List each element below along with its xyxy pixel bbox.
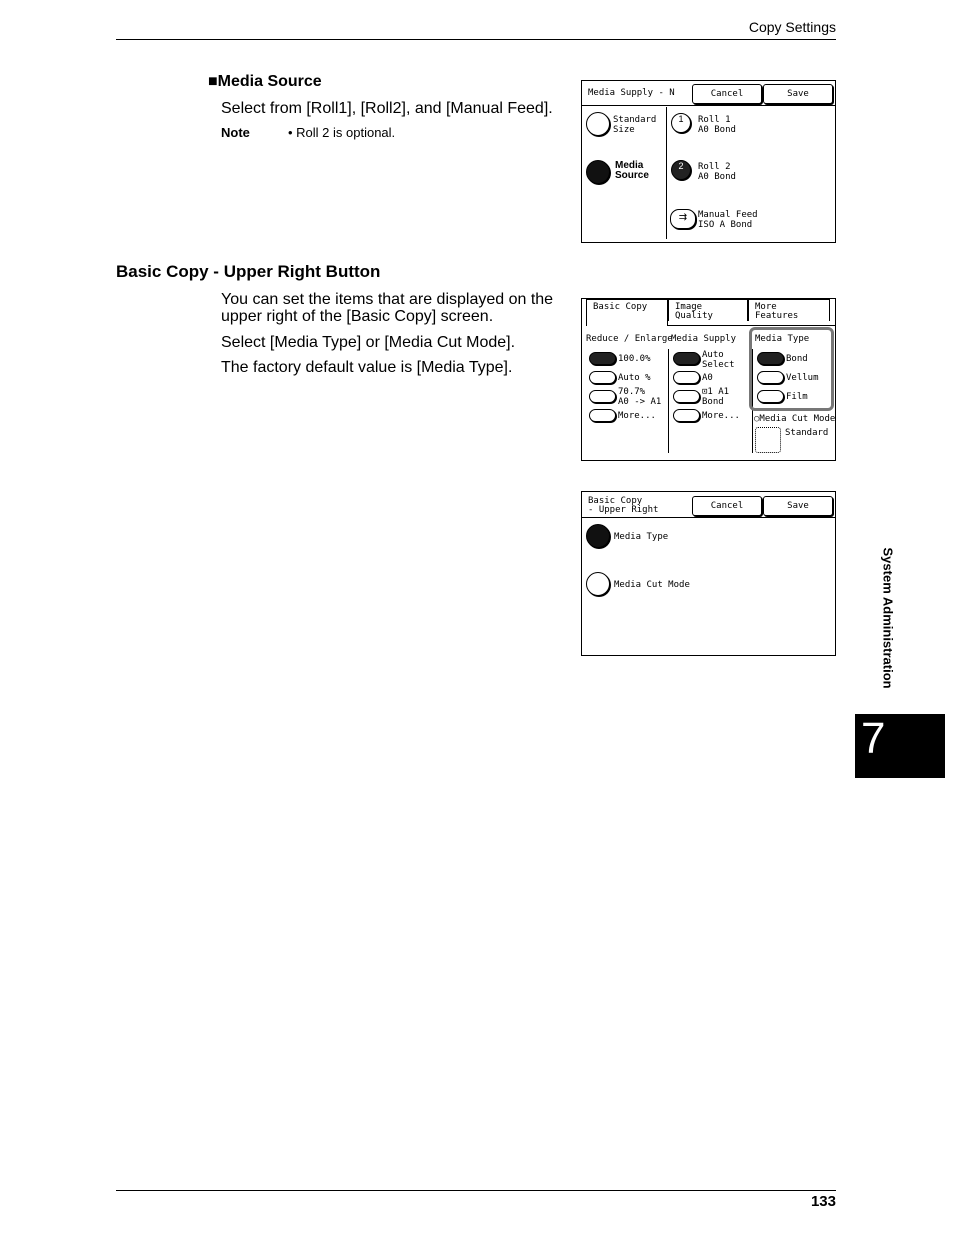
title-divider bbox=[582, 105, 836, 106]
col1-divider bbox=[668, 349, 669, 453]
reduce-70-pill[interactable] bbox=[589, 390, 616, 403]
upper-right-screen bbox=[581, 491, 836, 656]
media-supply-screen bbox=[581, 80, 836, 243]
media-cut-mode-radio[interactable] bbox=[586, 572, 610, 596]
running-header: Copy Settings bbox=[748, 19, 836, 35]
roll1-number: 1 bbox=[678, 114, 684, 124]
chapter-title: System Administration bbox=[880, 547, 896, 689]
roll2-label: Roll 2 A0 Bond bbox=[698, 162, 736, 182]
basic-copy-heading: Basic Copy - Upper Right Button bbox=[116, 262, 381, 281]
roll2-icon[interactable] bbox=[671, 160, 691, 180]
media-source-label: Media Source bbox=[615, 160, 649, 181]
save-label: Save bbox=[787, 501, 809, 511]
manual-feed-label: Manual Feed ISO A Bond bbox=[698, 210, 758, 230]
standard-size-label: Standard Size bbox=[613, 115, 657, 135]
tab-basic-copy-label: Basic Copy bbox=[593, 302, 648, 312]
cancel-button[interactable] bbox=[692, 496, 762, 516]
supply-more-label: More... bbox=[702, 411, 740, 421]
reduce-70-label: 70.7% A0 -> A1 bbox=[618, 387, 662, 407]
supply-more-pill[interactable] bbox=[673, 409, 700, 422]
supply-a0-label: A0 bbox=[702, 373, 713, 383]
chapter-tab bbox=[855, 714, 945, 778]
roll1-label: Roll 1 A0 Bond bbox=[698, 115, 736, 135]
basic-copy-screen bbox=[581, 298, 836, 461]
supply-a1-label: ⊡1 A1 Bond bbox=[702, 387, 730, 407]
reduce-enlarge-title: Reduce / Enlarge bbox=[586, 334, 673, 344]
media-source-heading: ■Media Source bbox=[208, 73, 322, 90]
footer-rule bbox=[116, 1190, 836, 1191]
basic-copy-paragraph1-line1: You can set the items that are displayed on the bbox=[221, 291, 554, 308]
reduce-100-pill[interactable] bbox=[589, 352, 616, 365]
supply-a0-pill[interactable] bbox=[673, 371, 700, 384]
media-type-title: Media Type bbox=[755, 334, 810, 344]
column-divider bbox=[666, 107, 667, 239]
media-film-pill[interactable] bbox=[757, 390, 784, 403]
media-source-description: Select from [Roll1], [Roll2], and [Manual Feed]. bbox=[221, 100, 553, 117]
header-rule bbox=[116, 39, 836, 40]
media-film-label: Film bbox=[786, 392, 808, 402]
basic-copy-paragraph2: Select [Media Type] or [Media Cut Mode]. bbox=[221, 334, 516, 351]
note-text: • Roll 2 is optional. bbox=[288, 125, 396, 140]
supply-auto-label: Auto Select bbox=[702, 350, 735, 370]
supply-auto-pill[interactable] bbox=[673, 352, 700, 365]
save-button[interactable] bbox=[763, 496, 833, 516]
media-cut-mode-option-label: Media Cut Mode bbox=[614, 580, 690, 590]
reduce-more-label: More... bbox=[618, 411, 656, 421]
tab-image-quality[interactable] bbox=[668, 299, 748, 321]
basic-copy-paragraph1-line2: upper right of the [Basic Copy] screen. bbox=[221, 308, 494, 325]
save-button[interactable] bbox=[763, 84, 833, 104]
reduce-auto-label: Auto % bbox=[618, 373, 651, 383]
cancel-label: Cancel bbox=[710, 501, 744, 511]
chapter-number: 7 bbox=[861, 714, 886, 763]
tab-more-features[interactable] bbox=[748, 299, 830, 321]
save-label: Save bbox=[787, 89, 809, 99]
cut-mode-value: Standard bbox=[785, 428, 829, 438]
note-label: Note bbox=[221, 125, 250, 140]
tab-basic-copy[interactable] bbox=[586, 299, 668, 326]
media-source-radio[interactable] bbox=[586, 160, 610, 184]
reduce-100-label: 100.0% bbox=[618, 354, 651, 364]
reduce-auto-pill[interactable] bbox=[589, 371, 616, 384]
cut-mode-button[interactable] bbox=[755, 427, 781, 453]
tab-baseline bbox=[668, 325, 836, 326]
supply-a1-pill[interactable] bbox=[673, 390, 700, 403]
screen-title-line2: - Upper Right bbox=[588, 505, 659, 515]
media-supply-title: Media Supply bbox=[671, 334, 737, 344]
media-type-option-label: Media Type bbox=[614, 532, 669, 542]
media-bond-label: Bond bbox=[786, 354, 808, 364]
media-type-radio[interactable] bbox=[586, 524, 610, 548]
tab-more-features-label: More Features bbox=[755, 302, 799, 321]
roll2-number: 2 bbox=[678, 161, 684, 171]
media-vellum-pill[interactable] bbox=[757, 371, 784, 384]
cancel-label: Cancel bbox=[710, 89, 744, 99]
title-divider bbox=[582, 517, 836, 518]
roll1-icon[interactable] bbox=[671, 113, 691, 133]
basic-copy-paragraph3: The factory default value is [Media Type]. bbox=[221, 359, 513, 376]
media-vellum-label: Vellum bbox=[786, 373, 819, 383]
manual-feed-glyph: ⇉ bbox=[678, 212, 688, 223]
media-cut-mode-title: ○Media Cut Mode bbox=[754, 414, 836, 424]
cancel-button[interactable] bbox=[692, 84, 762, 104]
reduce-more-pill[interactable] bbox=[589, 409, 616, 422]
media-bond-pill[interactable] bbox=[757, 352, 784, 365]
manual-feed-icon[interactable] bbox=[670, 209, 696, 229]
tab-image-quality-label: Image Quality bbox=[675, 302, 713, 321]
page-number: 133 bbox=[810, 1193, 836, 1210]
screen-title-line1: Basic Copy bbox=[588, 496, 643, 506]
standard-size-radio[interactable] bbox=[586, 112, 610, 136]
screen-title: Media Supply - N bbox=[588, 88, 675, 98]
